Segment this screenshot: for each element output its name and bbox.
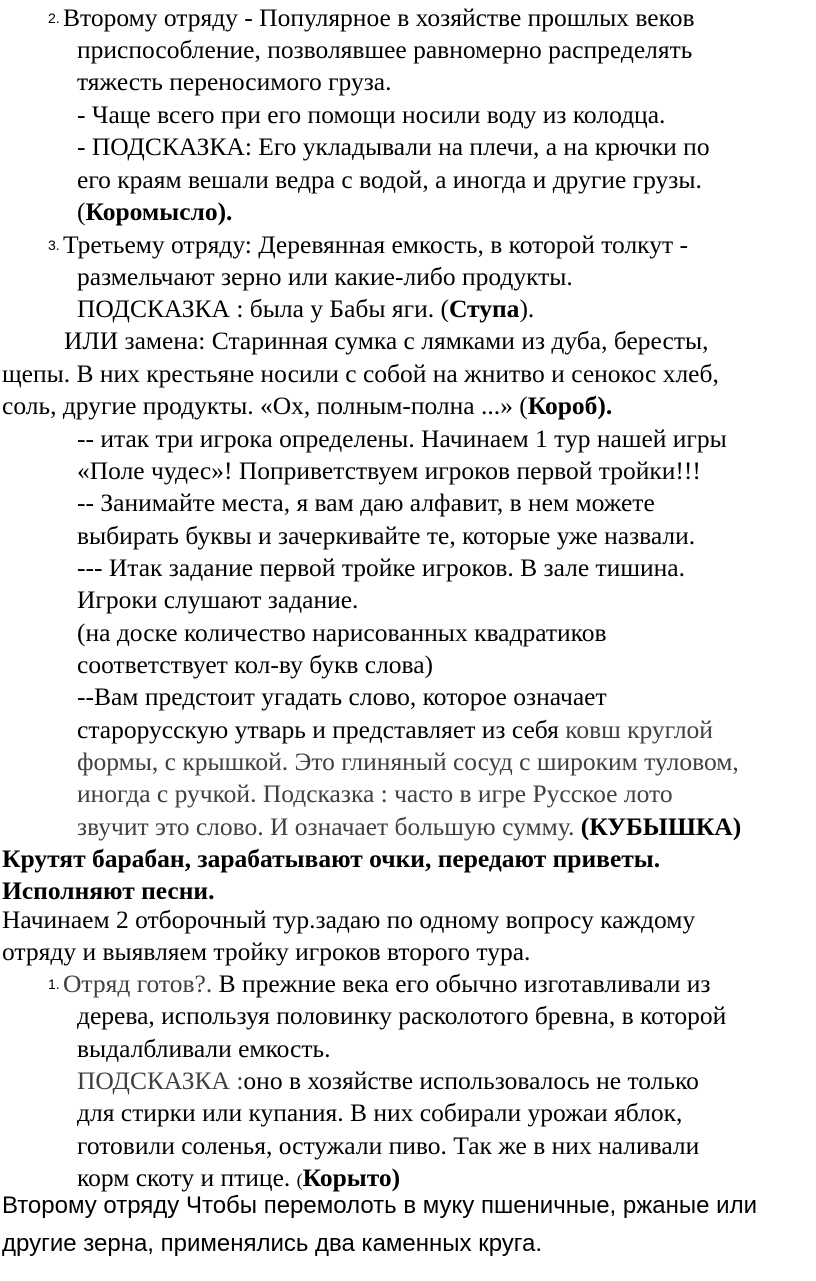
text-line: дерева, используя половинку расколотого бревна, в которой — [77, 1001, 727, 1030]
text-line: тяжесть переносимого груза. — [77, 67, 392, 96]
text-line: (на доске количество нарисованных квадратиков — [77, 618, 607, 647]
text-line: отряду и выявляем тройку игроков второго тура. — [2, 937, 531, 966]
list-number: 1. — [48, 976, 60, 992]
hint-line: ПОДСКАЗКА :оно в хозяйстве использовалось не только — [77, 1066, 699, 1095]
answer-line: корм скоту и птице. (Корыто) — [77, 1163, 401, 1192]
answer-text: Коромысло). — [85, 197, 233, 226]
text-line: - Чаще всего при его помощи носили воду из колодца. — [77, 100, 666, 129]
text-line: Второму отряду Чтобы перемолоть в муку пшеничные, ржаные или — [2, 1192, 757, 1219]
text-line: Игроки слушают задание. — [77, 585, 359, 614]
text-line: соответствует кол-ву букв слова) — [77, 650, 434, 679]
text-line: Третьему отряду: Деревянная емкость, в которой толкут - — [63, 230, 688, 259]
text-line: Отряд готов?. В прежние века его обычно изготавливали из — [63, 969, 711, 998]
text-line: другие зерна, применялись два каменных круга. — [2, 1230, 543, 1257]
text-line: -- Занимайте места, я вам даю алфавит, в нем можете — [77, 488, 655, 517]
answer-text: Ступа — [448, 294, 520, 323]
answer-line: (Коромысло). — [77, 197, 233, 226]
text-line: --Вам предстоит угадать слово, которое означает — [77, 682, 607, 711]
text-line: --- Итак задание первой тройке игроков. В зале тишина. — [77, 553, 685, 582]
text-line: приспособление, позволявшее равномерно распределять — [77, 35, 693, 64]
text-line: старорусскую утварь и представляет из себя ковш круглой — [77, 715, 713, 744]
bold-line: Крутят барабан, зарабатывают очки, передают приветы. — [2, 844, 661, 873]
answer-text: Короб). — [527, 391, 613, 420]
bold-line: Исполняют песни. — [2, 876, 215, 905]
text-line: его краям вешали ведра с водой, а иногда и другие грузы. — [77, 165, 702, 194]
answer-text: Корыто) — [302, 1163, 401, 1192]
text-line: Второму отряду - Популярное в хозяйстве прошлых веков — [63, 3, 695, 32]
answer-line: звучит это слово. И означает большую сумму. (КУБЫШКА) — [77, 812, 742, 841]
text-line: «Поле чудес»! Поприветствуем игроков первой тройки!!! — [77, 456, 701, 485]
text-line: ИЛИ замена: Старинная сумка с лямками из дуба, бересты, — [64, 326, 709, 355]
hint-line: ПОДСКАЗКА : была у Бабы яги. (Ступа). — [77, 294, 535, 323]
text-line: готовили соленья, остужали пиво. Так же в них наливали — [77, 1131, 700, 1160]
text-line: для стирки или купания. В них собирали урожаи яблок, — [77, 1098, 683, 1127]
text-line: размельчают зерно или какие-либо продукты. — [77, 262, 573, 291]
text-line: выбирать буквы и зачеркивайте те, которые уже назвали. — [77, 521, 696, 550]
answer-line: соль, другие продукты. «Ох, полным-полна ...» (Короб). — [2, 391, 613, 420]
text-line: щепы. В них крестьяне носили с собой на жнитво и сенокос хлеб, — [2, 359, 719, 388]
text-line: -- итак три игрока определены. Начинаем 1 тур нашей игры — [77, 424, 727, 453]
text-line: выдалбливали емкость. — [77, 1034, 331, 1063]
text-line: иногда с ручкой. Подсказка : часто в игре Русское лото — [77, 779, 673, 808]
text-line: - ПОДСКАЗКА: Его укладывали на плечи, а на крючки по — [77, 132, 710, 161]
list-number: 3. — [48, 237, 60, 253]
list-number: 2. — [48, 10, 60, 26]
text-line: Начинаем 2 отборочный тур.задаю по одному вопросу каждому — [2, 905, 696, 934]
answer-text: (КУБЫШКА) — [580, 812, 742, 841]
text-line: формы, с крышкой. Это глиняный сосуд с широким туловом, — [77, 747, 739, 776]
